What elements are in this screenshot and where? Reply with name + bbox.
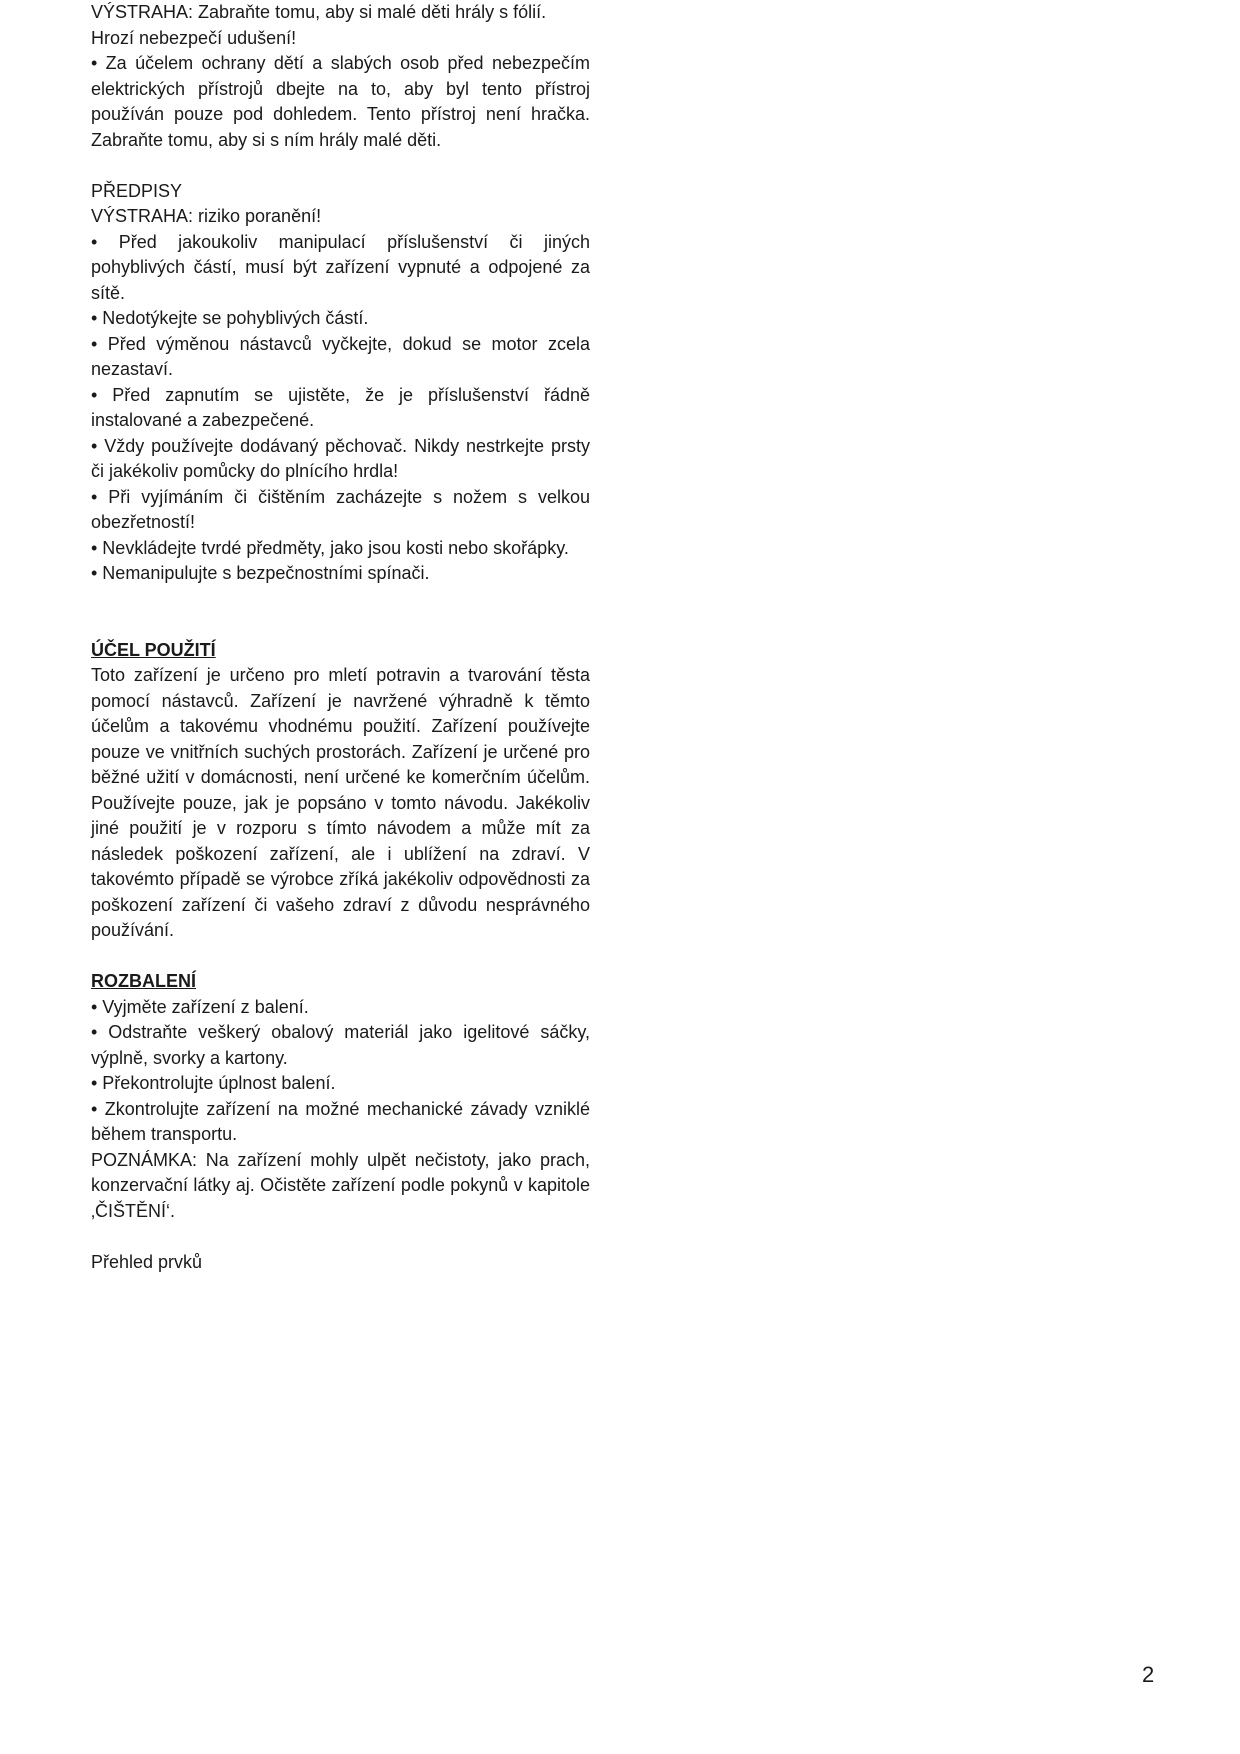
page-number: 2 (1142, 1662, 1155, 1687)
predpisy-warning: VÝSTRAHA: riziko poranění! (91, 206, 322, 226)
predpisy-heading: PŘEDPISY (91, 180, 183, 201)
rozbaleni-item: • Odstraňte veškerý obalový materiál jako igelitové sáčky, výplně, svorky a kartony. (91, 1022, 590, 1068)
ucel-text: Toto zařízení je určeno pro mletí potravin a tvarování těsta pomocí nástavců. Zařízení je navržené výhradně k těmto účelům a takovému vhodnému použití. Zařízení používejte pouze ve vnitřních suchých prostorách. Zařízení je určené pro běžné užití v domácnosti, není určené ke komerčním účelům. Používejte pouze, jak je popsáno v tomto návodu. Jakékoliv jiné použití je v rozporu s tímto návodem a může mít za následek poškození zařízení, ale i ublížení na zdraví. V takovémto případě se výrobce zříká jakékoliv odpovědnosti za poškození zařízení či vašeho zdraví z důvodu nesprávného používání. (91, 665, 590, 940)
text-column (91, 0, 590, 1275)
rozbaleni-heading: ROZBALENÍ (91, 971, 196, 991)
rozbaleni-item: • Vyjměte zařízení z balení. (91, 996, 309, 1017)
rozbaleni-item: • Překontrolujte úplnost balení. (91, 1073, 336, 1093)
predpisy-item: • Nevkládejte tvrdé předměty, jako jsou kosti nebo skořápky. (91, 537, 569, 558)
predpisy-item: • Před jakoukoliv manipulací příslušenství či jiných pohyblivých částí, musí být zařízení vypnuté a odpojené za sítě. (91, 231, 590, 303)
intro-warning-line: VÝSTRAHA: Zabraňte tomu, aby si malé děti hrály s fólií. (91, 2, 547, 22)
predpisy-item: • Nemanipulujte s bezpečnostními spínači. (91, 563, 430, 583)
predpisy-item: • Před výměnou nástavců vyčkejte, dokud se motor zcela nezastaví. (91, 333, 590, 379)
intro-bullet: • Za účelem ochrany dětí a slabých osob před nebezpečím elektrických přístrojů dbejte na to, aby byl tento přístroj používán pouze pod dohledem. Tento přístroj není hračka. Zabraňte tomu, aby si s ním hrály malé děti. (91, 53, 590, 150)
rozbaleni-item: • Zkontrolujte zařízení na možné mechanické závady vzniklé během transportu. (91, 1098, 590, 1144)
prehled-heading: Přehled prvků (91, 1251, 203, 1272)
spacer (91, 944, 590, 970)
intro-danger-line: Hrozí nebezpečí udušení! (91, 27, 297, 48)
spacer (91, 153, 590, 179)
ucel-heading: ÚČEL POUŽITÍ (91, 639, 216, 660)
predpisy-item: • Vždy používejte dodávaný pěchovač. Nikdy nestrkejte prsty či jakékoliv pomůcky do plnícího hrdla! (91, 435, 590, 481)
predpisy-item: • Nedotýkejte se pohyblivých částí. (91, 308, 369, 328)
predpisy-item: • Při vyjímáním či čištěním zacházejte s nožem s velkou obezřetností! (91, 486, 590, 532)
spacer (91, 1224, 590, 1250)
spacer (91, 587, 590, 638)
rozbaleni-note: POZNÁMKA: Na zařízení mohly ulpět nečistoty, jako prach, konzervační látky aj. Očistěte zařízení podle pokynů v kapitole ‚ČIŠTĚNÍ‘. (91, 1149, 590, 1221)
predpisy-item: • Před zapnutím se ujistěte, že je příslušenství řádně instalované a zabezpečené. (91, 384, 590, 430)
